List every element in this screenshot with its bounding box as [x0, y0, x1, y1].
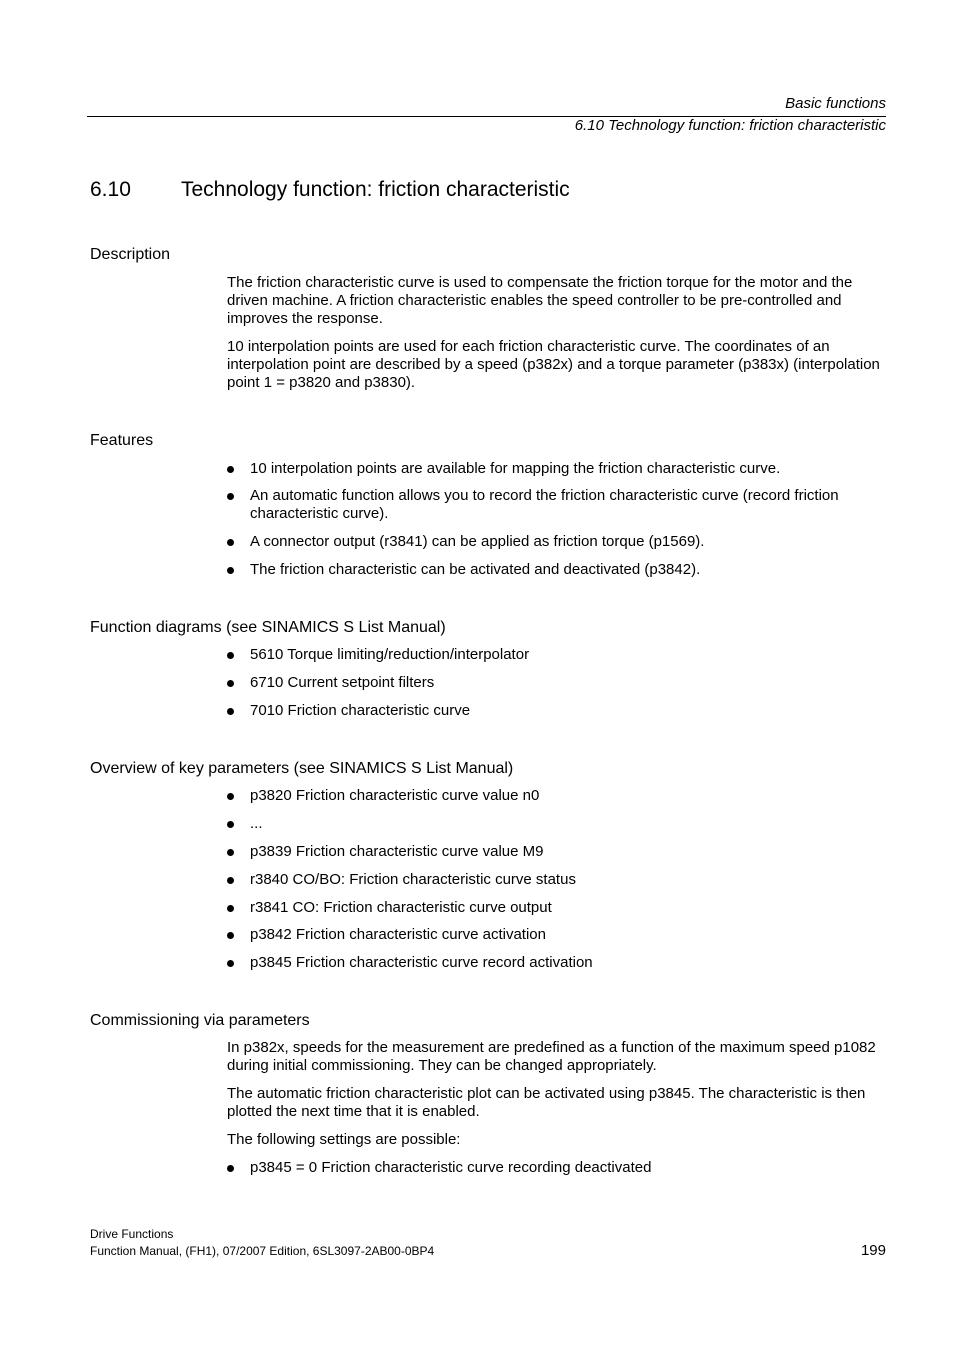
description-paragraph: 10 interpolation points are used for each friction characteristic curve. The coordinates of an interpolation point are described by a speed (p382x) and a torque parameter (p383x) (interpolation point 1 = p3820 and p3830). — [227, 338, 880, 391]
list-item: p3845 = 0 Friction characteristic curve recording deactivated — [227, 1159, 892, 1177]
function-diagrams-heading: Function diagrams (see SINAMICS S List Manual) — [90, 619, 446, 636]
list-item: 5610 Torque limiting/reduction/interpolator — [227, 646, 892, 674]
footer-title: Drive Functions — [90, 1227, 174, 1241]
commissioning-paragraph: In p382x, speeds for the measurement are predefined as a function of the maximum speed p1082 during initial commissioning. They can be changed appropriately. — [227, 1039, 876, 1074]
bullet-icon — [227, 793, 234, 800]
list-item: ... — [227, 815, 892, 843]
bullet-icon — [227, 708, 234, 715]
bullet-icon — [227, 932, 234, 939]
bullet-icon — [227, 466, 234, 473]
list-item: 10 interpolation points are available for mapping the friction characteristic curve. — [227, 460, 892, 487]
list-item: The friction characteristic can be activated and deactivated (p3842). — [227, 561, 892, 579]
list-item: p3845 Friction characteristic curve record activation — [227, 954, 892, 972]
function-diagrams-list — [227, 646, 892, 720]
list-item: p3842 Friction characteristic curve activation — [227, 926, 892, 954]
commissioning-paragraph: The automatic friction characteristic plot can be activated using p3845. The characteristic is then plotted the next time that it is enabled. — [227, 1085, 866, 1120]
list-item: r3841 CO: Friction characteristic curve output — [227, 899, 892, 926]
list-item: r3840 CO/BO: Friction characteristic curve status — [227, 871, 892, 899]
list-item: p3820 Friction characteristic curve value n0 — [227, 787, 892, 815]
key-parameters-heading: Overview of key parameters (see SINAMICS S List Manual) — [90, 760, 514, 777]
bullet-icon — [227, 493, 234, 500]
list-item: 7010 Friction characteristic curve — [227, 702, 892, 720]
list-item: p3839 Friction characteristic curve value M9 — [227, 843, 892, 871]
features-heading: Features — [90, 432, 154, 449]
section-title — [90, 178, 570, 202]
description-heading: Description — [90, 246, 171, 263]
bullet-icon — [227, 960, 234, 967]
list-item: 6710 Current setpoint filters — [227, 674, 892, 702]
bullet-icon — [227, 680, 234, 687]
list-item: An automatic function allows you to record the friction characteristic curve (record friction characteristic curve). — [227, 487, 892, 533]
bullet-icon — [227, 652, 234, 659]
description-paragraph: The friction characteristic curve is used to compensate the friction torque for the motor and the driven machine. A friction characteristic enables the speed controller to be pre-controlled and improves the response. — [227, 274, 853, 327]
bullet-icon — [227, 821, 234, 828]
list-item: A connector output (r3841) can be applied as friction torque (p1569). — [227, 533, 892, 561]
bullet-icon — [227, 1165, 234, 1172]
bullet-icon — [227, 877, 234, 884]
section-number: 6.10 — [90, 178, 131, 201]
section-title-text: Technology function: friction characteristic — [181, 178, 570, 201]
features-list — [227, 460, 892, 579]
commissioning-list — [227, 1159, 892, 1177]
commissioning-paragraph: The following settings are possible: — [227, 1131, 461, 1148]
commissioning-heading: Commissioning via parameters — [90, 1012, 310, 1029]
bullet-icon — [227, 849, 234, 856]
bullet-icon — [227, 539, 234, 546]
key-parameters-list — [227, 787, 892, 972]
running-header-section: 6.10 Technology function: friction characteristic — [574, 117, 886, 134]
page-number: 199 — [860, 1242, 886, 1259]
bullet-icon — [227, 567, 234, 574]
footer-manual-info: Function Manual, (FH1), 07/2007 Edition, 6SL3097-2AB00-0BP4 — [90, 1244, 435, 1258]
bullet-icon — [227, 905, 234, 912]
running-header-chapter: Basic functions — [785, 95, 886, 112]
